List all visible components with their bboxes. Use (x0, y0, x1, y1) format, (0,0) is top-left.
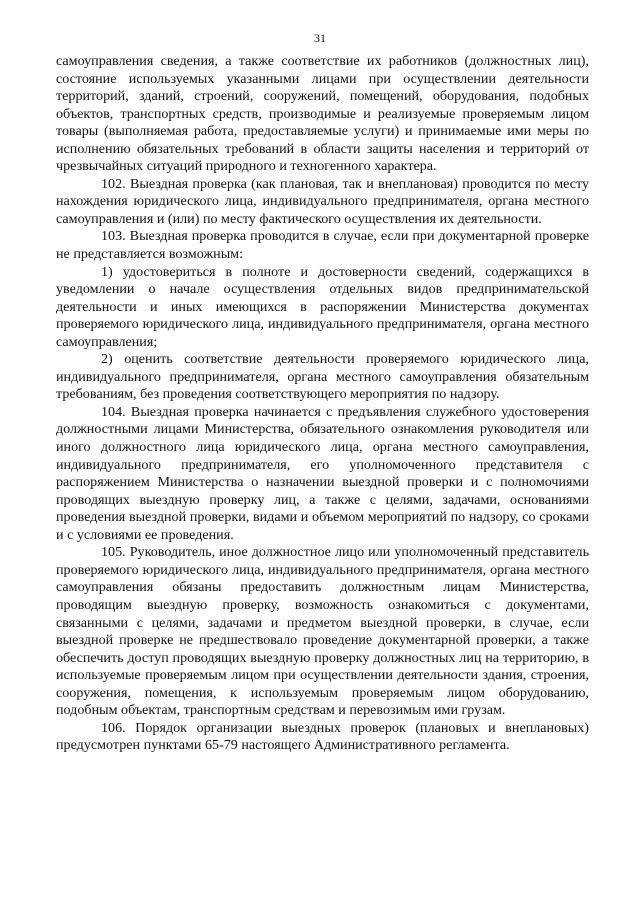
paragraph-103-item-2: 2) оценить соответствие деятельности проверяемого юридического лица, индивидуального предпринимателя, органа местного самоуправления обязательным требованиям, без проведения соответствующего мероприятия по надзору. (56, 351, 589, 403)
paragraph-103-item-1: 1) удостовериться в полноте и достоверности сведений, содержащихся в уведомлении о начале осуществления отдельных видов предпринимательской деятельности и иных имеющихся в распоряжении Министерства документах проверяемого юридического лица, индивидуального предпринимателя, органа местного самоуправления; (56, 263, 589, 350)
paragraph-102: 102. Выездная проверка (как плановая, так и внеплановая) проводится по месту нахождения юридического лица, индивидуального предпринимателя, органа местного самоуправления и (или) по месту фактического осуществления их деятельности. (56, 175, 589, 227)
page-number: 31 (314, 31, 326, 45)
paragraph-106: 106. Порядок организации выездных проверок (плановых и внеплановых) предусмотрен пунктами 65-79 настоящего Административного регламента. (56, 719, 589, 754)
paragraph-104: 104. Выездная проверка начинается с предъявления служебного удостоверения должностными лицами Министерства, обязательного ознакомления руководителя или иного должностного лица юридического лица, органа местного самоуправления, индивидуального предпринимателя, его уполномоченного представителя с распоряжением Министерства о назначении выездной проверки и с полномочиями проводящих выездную проверку лиц, а также с целями, задачами, основаниями проведения выездной проверки, видами и объемом мероприятий по надзору, со сроками и с условиями ее проведения. (56, 403, 589, 543)
paragraph-105: 105. Руководитель, иное должностное лицо или уполномоченный представитель проверяемого юридического лица, индивидуального предпринимателя, органа местного самоуправления обязаны предоставить должностным лицам Министерства, проводящим выездную проверку, возможность ознакомиться с документами, связанными с целями, задачами и предметом выездной проверки, в случае, если выездной проверке не предшествовало проведение документарной проверки, а также обеспечить доступ проводящих выездную проверку должностных лиц на территорию, в используемые проверяемым лицом при осуществлении деятельности здания, строения, сооружения, помещения, к используемым проверяемым лицом оборудованию, подобным объектам, транспортным средствам и перевозимым ими грузам. (56, 544, 589, 719)
paragraph-103: 103. Выездная проверка проводится в случае, если при документарной проверке не представляется возможным: (56, 228, 589, 263)
paragraph-continuation: самоуправления сведения, а также соответствие их работников (должностных лиц), состояние используемых указанными лицами при осуществлении деятельности территорий, зданий, строений, сооружений, помещений, оборудования, подобных объектов, транспортных средств, производимые и реализуемые проверяемым лицом товары (выполняемая работа, предоставляемые услуги) и принимаемые ими меры по исполнению обязательных требований в области защиты населения и территорий от чрезвычайных ситуаций природного и техногенного характера. (56, 53, 589, 175)
document-body (56, 53, 589, 755)
